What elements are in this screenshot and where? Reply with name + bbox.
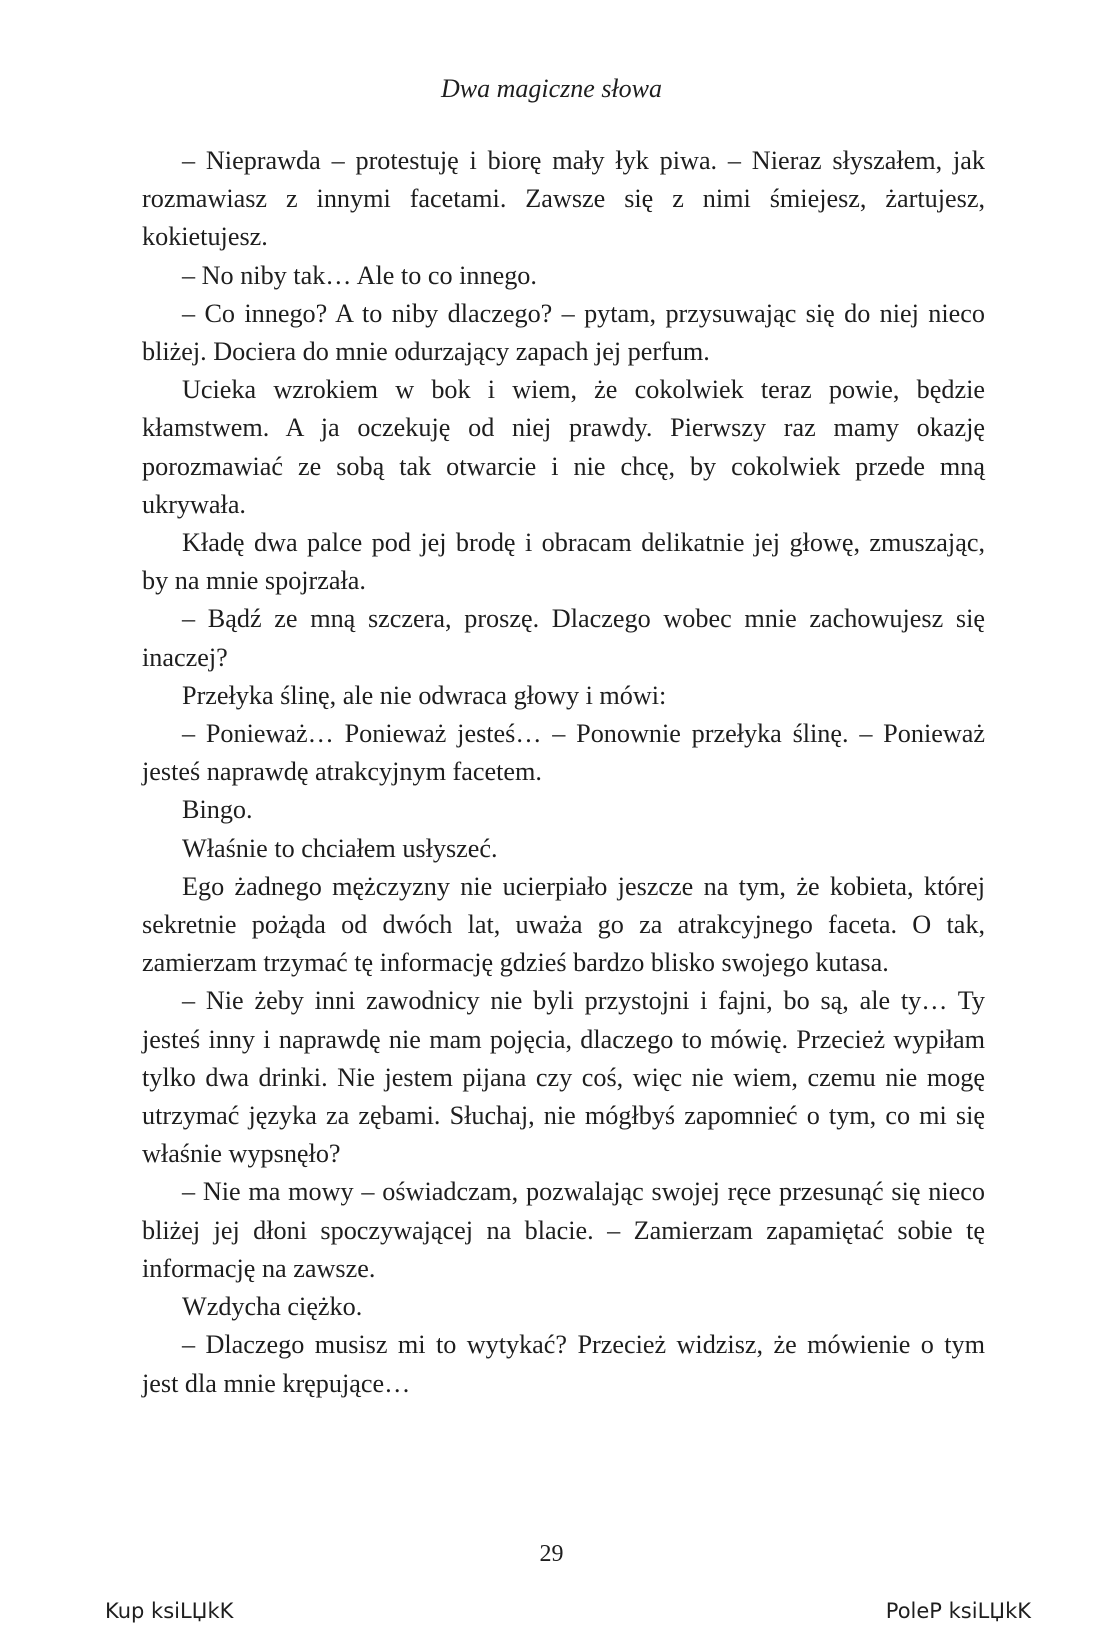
paragraph: Bingo.: [182, 795, 253, 825]
paragraph: – Bądź ze mną szczera, proszę. Dlaczego wobec mnie zachowujesz się inaczej?: [142, 604, 985, 672]
chapter-text: [142, 142, 985, 1403]
paragraph: Kładę dwa palce pod jej brodę i obracam delikatnie jej głowę, zmuszając, by na mnie spojrzała.: [142, 528, 985, 596]
paragraph: – No niby tak… Ale to co innego.: [182, 260, 537, 290]
paragraph: – Dlaczego musisz mi to wytykać? Przecież widzisz, że mówienie o tym jest dla mnie krępujące…: [142, 1330, 985, 1398]
paragraph: Ucieka wzrokiem w bok i wiem, że cokolwiek teraz powie, będzie kłamstwem. A ja oczekuję od niej prawdy. Pierwszy raz mamy okazję porozmawiać ze sobą tak otwarcie i nie chcę, by cokolwiek przede mną ukrywała.: [142, 375, 985, 519]
paragraph: Ego żadnego mężczyzny nie ucierpiało jeszcze na tym, że kobieta, której sekretnie pożąda od dwóch lat, uważa go za atrakcyjnego faceta. O tak, zamierzam trzymać tę informację gdzieś bardzo blisko swojego kutasa.: [142, 871, 985, 978]
paragraph: – Nie żeby inni zawodnicy nie byli przystojni i fajni, bo są, ale ty… Ty jesteś inny i naprawdę nie mam pojęcia, dlaczego to mówię. Przecież wypiłam tylko dwa drinki. Nie jestem pijana czy coś, więc nie wiem, czemu nie mogę utrzymać języka za zębami. Słuchaj, nie mógłbyś zapomnieć o tym, co mi się właśnie wypsnęło?: [142, 986, 985, 1169]
paragraph: – Nie ma mowy – oświadczam, pozwalając swojej ręce przesunąć się nieco bliżej jej dłoni spoczywającej na blacie. – Zamierzam zapamiętać sobie tę informację na zawsze.: [142, 1177, 985, 1283]
paragraph: – Co innego? A to niby dlaczego? – pytam, przysuwając się do niej nieco bliżej. Dociera do mnie odurzający zapach jej perfum.: [142, 298, 985, 367]
recommend-book-link[interactable]: PoleP ksiLЏkK: [885, 1599, 1031, 1623]
paragraph: – Nieprawda – protestuję i biorę mały łyk piwa. – Nieraz słyszałem, jak rozmawiasz z innymi facetami. Zawsze się z nimi śmiejesz, żartujesz, kokietujesz.: [142, 146, 985, 252]
running-title: Dwa magiczne słowa: [441, 74, 662, 103]
buy-book-link[interactable]: Kup ksiLЏkK: [105, 1599, 234, 1623]
page-number: 29: [539, 1541, 564, 1567]
paragraph: Przełyka ślinę, ale nie odwraca głowy i mówi:: [182, 680, 667, 710]
paragraph: Wzdycha ciężko.: [182, 1292, 363, 1322]
paragraph: Właśnie to chciałem usłyszeć.: [182, 833, 498, 863]
paragraph: – Ponieważ… Ponieważ jesteś… – Ponownie przełyka ślinę. – Ponieważ jesteś naprawdę atrakcyjnym facetem.: [142, 719, 985, 787]
